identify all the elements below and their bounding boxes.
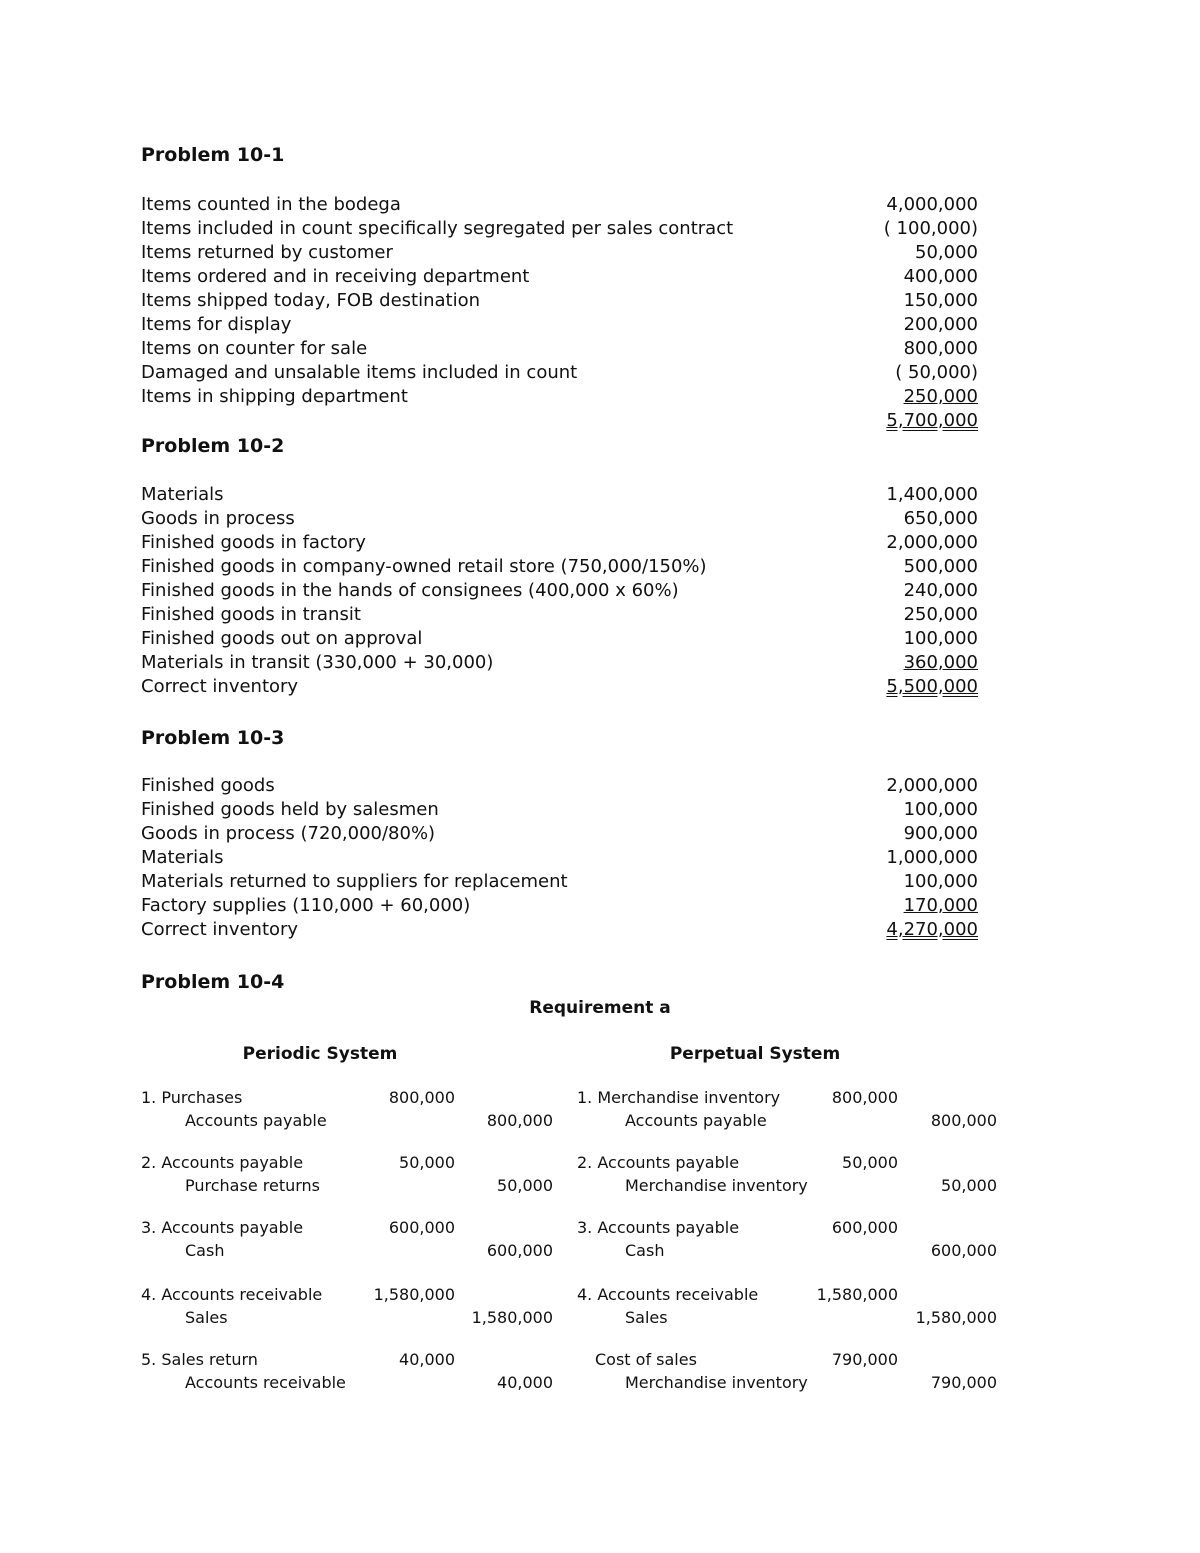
- periodic-credit-account: Sales: [185, 1308, 228, 1327]
- periodic-debit-account: 3. Accounts payable: [141, 1218, 304, 1237]
- periodic-credit-amount: 800,000: [486, 1111, 553, 1130]
- line-item-label: Correct inventory: [141, 919, 299, 940]
- periodic-debit-account: 5. Sales return: [141, 1350, 258, 1369]
- perpetual-debit-amount: 600,000: [831, 1218, 898, 1237]
- problem-10-1-title: Problem 10-1: [141, 144, 285, 166]
- perpetual-credit-account: Merchandise inventory: [625, 1176, 808, 1195]
- perpetual-credit-amount: 790,000: [930, 1373, 997, 1392]
- line-item-amount: 2,000,000: [886, 775, 978, 796]
- line-item-amount: 360,000: [903, 652, 978, 673]
- line-item-amount: 100,000: [903, 628, 978, 649]
- perpetual-debit-account: 4. Accounts receivable: [577, 1285, 759, 1304]
- line-item-label: Items returned by customer: [141, 242, 393, 263]
- line-item-label: Finished goods in transit: [141, 604, 361, 625]
- perpetual-debit-account: 3. Accounts payable: [577, 1218, 740, 1237]
- perpetual-credit-amount: 800,000: [930, 1111, 997, 1130]
- periodic-debit-amount: 40,000: [399, 1350, 455, 1369]
- line-item-label: Items counted in the bodega: [141, 194, 401, 215]
- line-item-label: Damaged and unsalable items included in count: [141, 362, 578, 383]
- line-item-amount: 400,000: [903, 266, 978, 287]
- line-item-label: Finished goods in company-owned retail store (750,000/150%): [141, 556, 707, 577]
- perpetual-debit-amount: 790,000: [831, 1350, 898, 1369]
- line-item-label: Materials: [141, 484, 224, 505]
- line-item-label: Finished goods in the hands of consignees (400,000 x 60%): [141, 580, 679, 601]
- line-item-amount: ( 50,000): [895, 362, 978, 383]
- line-item-amount: 50,000: [915, 242, 978, 263]
- line-item-label: Materials in transit (330,000 + 30,000): [141, 652, 494, 673]
- perpetual-credit-amount: 1,580,000: [915, 1308, 997, 1327]
- line-item-amount: 500,000: [903, 556, 978, 577]
- line-item-amount: 100,000: [903, 799, 978, 820]
- periodic-debit-amount: 600,000: [388, 1218, 455, 1237]
- line-item-amount: 650,000: [903, 508, 978, 529]
- line-item-label: Materials: [141, 847, 224, 868]
- perpetual-credit-account: Accounts payable: [625, 1111, 767, 1130]
- line-item-label: Items included in count specifically segregated per sales contract: [141, 218, 734, 239]
- problem-10-2-title: Problem 10-2: [141, 435, 285, 457]
- periodic-credit-amount: 50,000: [497, 1176, 553, 1195]
- line-item-label: Items ordered and in receiving department: [141, 266, 530, 287]
- line-item-amount: 5,500,000: [886, 676, 978, 697]
- line-item-label: Finished goods out on approval: [141, 628, 423, 649]
- perpetual-credit-account: Sales: [625, 1308, 668, 1327]
- line-item-label: Finished goods: [141, 775, 275, 796]
- line-item-amount: 1,400,000: [886, 484, 978, 505]
- line-item-label: Goods in process: [141, 508, 295, 529]
- perpetual-credit-account: Cash: [625, 1241, 665, 1260]
- periodic-system-heading: Periodic System: [242, 1044, 398, 1064]
- line-item-amount: 170,000: [903, 895, 978, 916]
- line-item-label: Correct inventory: [141, 676, 299, 697]
- periodic-debit-amount: 1,580,000: [373, 1285, 455, 1304]
- line-item-amount: 2,000,000: [886, 532, 978, 553]
- problem-10-3-title: Problem 10-3: [141, 727, 285, 749]
- periodic-debit-account: 2. Accounts payable: [141, 1153, 304, 1172]
- line-item-amount: 800,000: [903, 338, 978, 359]
- line-item-amount: 4,270,000: [886, 919, 978, 940]
- perpetual-debit-account: 1. Merchandise inventory: [577, 1088, 781, 1107]
- line-item-amount: 100,000: [903, 871, 978, 892]
- periodic-credit-amount: 40,000: [497, 1373, 553, 1392]
- periodic-debit-account: 4. Accounts receivable: [141, 1285, 323, 1304]
- perpetual-debit-amount: 800,000: [831, 1088, 898, 1107]
- periodic-debit-amount: 800,000: [388, 1088, 455, 1107]
- line-item-label: Finished goods held by salesmen: [141, 799, 439, 820]
- line-item-amount: 200,000: [903, 314, 978, 335]
- perpetual-debit-amount: 1,580,000: [816, 1285, 898, 1304]
- line-item-amount: ( 100,000): [883, 218, 978, 239]
- line-item-amount: 250,000: [903, 604, 978, 625]
- line-item-amount: 250,000: [903, 386, 978, 407]
- periodic-credit-account: Accounts payable: [185, 1111, 327, 1130]
- total-amount: 5,700,000: [886, 410, 978, 431]
- perpetual-system-heading: Perpetual System: [669, 1044, 841, 1064]
- periodic-debit-account: 1. Purchases: [141, 1088, 243, 1107]
- line-item-label: Goods in process (720,000/80%): [141, 823, 436, 844]
- line-item-label: Items for display: [141, 314, 292, 335]
- line-item-label: Factory supplies (110,000 + 60,000): [141, 895, 471, 916]
- line-item-amount: 1,000,000: [886, 847, 978, 868]
- perpetual-debit-amount: 50,000: [842, 1153, 898, 1172]
- perpetual-credit-account: Merchandise inventory: [625, 1373, 808, 1392]
- perpetual-credit-amount: 50,000: [941, 1176, 997, 1195]
- perpetual-debit-account: 2. Accounts payable: [577, 1153, 740, 1172]
- line-item-amount: 150,000: [903, 290, 978, 311]
- line-item-label: Items on counter for sale: [141, 338, 368, 359]
- requirement-heading: Requirement a: [529, 998, 671, 1018]
- periodic-credit-account: Accounts receivable: [185, 1373, 346, 1392]
- periodic-debit-amount: 50,000: [399, 1153, 455, 1172]
- periodic-credit-account: Purchase returns: [185, 1176, 320, 1195]
- line-item-label: Items in shipping department: [141, 386, 408, 407]
- perpetual-debit-account: Cost of sales: [595, 1350, 697, 1369]
- problem-10-4-title: Problem 10-4: [141, 971, 285, 993]
- periodic-credit-account: Cash: [185, 1241, 225, 1260]
- line-item-label: Items shipped today, FOB destination: [141, 290, 481, 311]
- periodic-credit-amount: 600,000: [486, 1241, 553, 1260]
- periodic-credit-amount: 1,580,000: [471, 1308, 553, 1327]
- line-item-amount: 4,000,000: [886, 194, 978, 215]
- perpetual-credit-amount: 600,000: [930, 1241, 997, 1260]
- line-item-label: Materials returned to suppliers for replacement: [141, 871, 568, 892]
- line-item-amount: 240,000: [903, 580, 978, 601]
- line-item-amount: 900,000: [903, 823, 978, 844]
- line-item-label: Finished goods in factory: [141, 532, 366, 553]
